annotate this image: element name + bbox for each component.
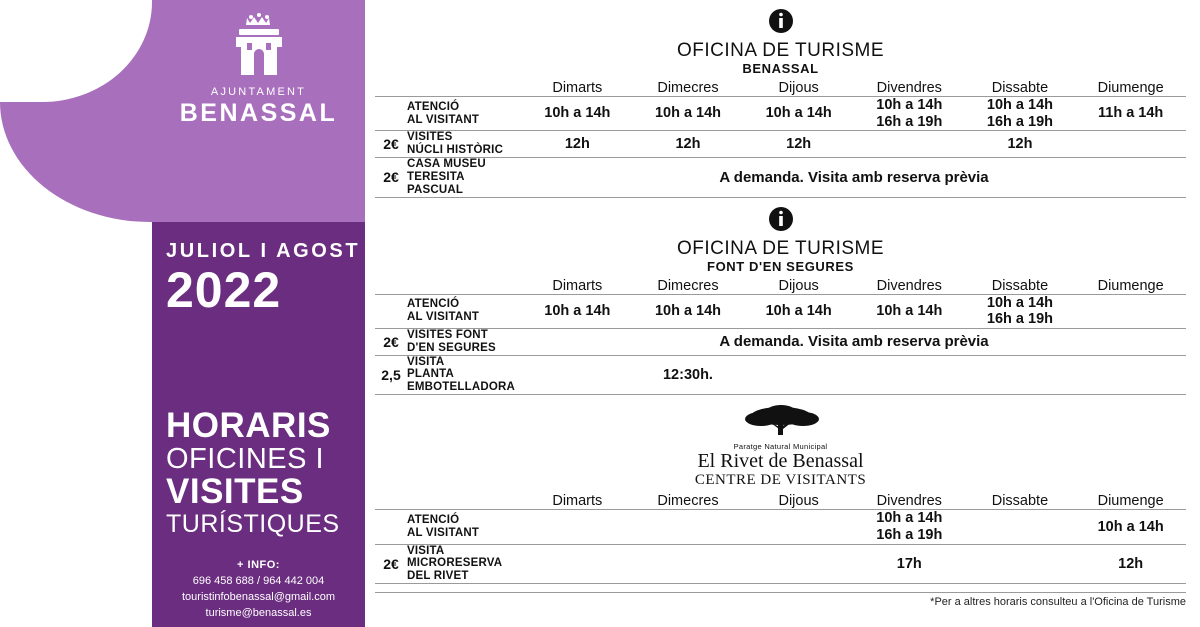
row-value-dissabte — [965, 355, 1076, 395]
municipal-crest — [152, 10, 365, 128]
row-value-dijous: 12h — [743, 131, 854, 158]
row-value-dimecres: 12h — [633, 131, 744, 158]
contact-info-label: + INFO: — [237, 559, 280, 571]
info-circle-icon — [375, 206, 1186, 237]
contact-email-2: turisme@benassal.es — [205, 606, 312, 619]
row-value-dimarts: 10h a 14h — [522, 294, 633, 328]
row-value-diumenge: 10h a 14h — [1075, 510, 1186, 544]
row-value-dimarts: 10h a 14h — [522, 96, 633, 130]
weekday-dimarts: Dimarts — [552, 79, 603, 96]
row-value-dijous — [743, 544, 854, 584]
price-header — [375, 493, 407, 510]
row-price — [375, 510, 407, 544]
weekday-diumenge: Diumenge — [1097, 493, 1164, 510]
schedule-table — [375, 80, 1186, 198]
weekday-diumenge: Diumenge — [1097, 79, 1164, 96]
row-value-dijous — [743, 355, 854, 395]
weekday-dissabte: Dissabte — [991, 79, 1049, 96]
rivet-name: El Rivet de Benassal — [697, 450, 864, 473]
lilac-blob-cutout — [0, 0, 152, 102]
row-value-diumenge — [1075, 355, 1186, 395]
table-row — [375, 544, 1186, 584]
period-block — [152, 240, 365, 318]
weekday-dimecres: Dimecres — [657, 79, 719, 96]
title-line-3: VISITES — [166, 472, 304, 512]
row-service-label: VISITA PLANTA EMBOTELLADORA — [407, 355, 522, 395]
footnote: *Per a altres horaris consulteu a l'Oficina de Turisme — [375, 592, 1186, 608]
row-price: 2€ — [375, 328, 407, 355]
price-header — [375, 278, 407, 295]
row-value-dijous: 10h a 14h — [743, 96, 854, 130]
row-service-label: ATENCIÓ AL VISITANT — [407, 510, 522, 544]
row-wide-value: A demanda. Visita amb reserva prèvia — [522, 328, 1186, 355]
contact-block — [152, 558, 365, 622]
poster-title — [152, 408, 365, 538]
title-line-1: HORARIS — [166, 406, 331, 445]
weekday-dijous: Dijous — [778, 277, 819, 294]
weekday-dijous: Dijous — [778, 79, 819, 96]
castle-crest-icon — [152, 10, 365, 82]
row-value-dimarts — [522, 544, 633, 584]
weekday-header-row — [375, 80, 1186, 97]
tree-icon — [375, 403, 1186, 442]
weekday-divendres: Divendres — [876, 277, 942, 294]
row-service-label: VISITES NÚCLI HISTÒRIC — [407, 131, 522, 158]
weekday-dimecres: Dimecres — [657, 277, 719, 294]
weekday-divendres: Divendres — [876, 493, 942, 510]
row-price — [375, 294, 407, 328]
row-value-diumenge: 11h a 14h — [1075, 96, 1186, 130]
row-value-divendres — [854, 131, 965, 158]
schedule-block — [375, 8, 1186, 198]
schedule-table — [375, 278, 1186, 396]
row-value-dimecres: 10h a 14h — [633, 96, 744, 130]
table-row — [375, 131, 1186, 158]
service-header — [407, 278, 522, 295]
service-header — [407, 493, 522, 510]
office-subtitle: BENASSAL — [742, 60, 819, 76]
row-service-label: ATENCIÓ AL VISITANT — [407, 96, 522, 130]
row-service-label: VISITES FONT D'EN SEGURES — [407, 328, 522, 355]
rivet-header — [375, 403, 1186, 489]
row-value-diumenge — [1075, 131, 1186, 158]
weekday-dimarts: Dimarts — [552, 493, 603, 510]
office-header — [375, 206, 1186, 274]
schedule-table — [375, 493, 1186, 584]
office-header — [375, 8, 1186, 76]
table-row — [375, 96, 1186, 130]
office-subtitle: FONT D'EN SEGURES — [707, 258, 854, 274]
schedule-block — [375, 206, 1186, 396]
row-value-dimarts: 12h — [522, 131, 633, 158]
info-circle-icon — [375, 8, 1186, 39]
weekday-dissabte: Dissabte — [991, 277, 1049, 294]
price-header — [375, 80, 407, 97]
table-row — [375, 294, 1186, 328]
row-value-dimarts — [522, 355, 633, 395]
period-months: JULIOL I AGOST — [166, 240, 361, 262]
row-value-diumenge: 12h — [1075, 544, 1186, 584]
left-panel — [0, 0, 365, 627]
weekday-dissabte: Dissabte — [991, 493, 1049, 510]
row-value-dijous: 10h a 14h — [743, 294, 854, 328]
weekday-dimecres: Dimecres — [657, 493, 719, 510]
row-value-divendres: 10h a 14h 16h a 19h — [854, 510, 965, 544]
schedule-block — [375, 403, 1186, 584]
row-value-diumenge — [1075, 294, 1186, 328]
row-price: 2€ — [375, 131, 407, 158]
table-row — [375, 157, 1186, 197]
table-row — [375, 355, 1186, 395]
schedule-panel — [365, 0, 1200, 627]
title-line-2: OFICINES I — [166, 442, 325, 475]
weekday-dimarts: Dimarts — [552, 277, 603, 294]
row-value-dissabte — [965, 510, 1076, 544]
office-title: OFICINA DE TURISME — [676, 40, 885, 61]
row-price — [375, 96, 407, 130]
row-value-dissabte: 12h — [965, 131, 1076, 158]
row-value-dimecres: 10h a 14h — [633, 294, 744, 328]
row-value-dissabte: 10h a 14h 16h a 19h — [965, 294, 1076, 328]
office-title: OFICINA DE TURISME — [676, 237, 885, 259]
row-value-dimecres — [633, 510, 744, 544]
weekday-divendres: Divendres — [876, 79, 942, 96]
row-service-label: ATENCIÓ AL VISITANT — [407, 294, 522, 328]
contact-email-1: touristinfobenassal@gmail.com — [181, 590, 335, 603]
row-value-divendres: 10h a 14h 16h a 19h — [854, 96, 965, 130]
period-year: 2022 — [166, 262, 282, 318]
row-wide-value: A demanda. Visita amb reserva prèvia — [522, 157, 1186, 197]
row-price: 2€ — [375, 544, 407, 584]
contact-phones: 696 458 688 / 964 442 004 — [192, 574, 325, 587]
row-value-dissabte: 10h a 14h 16h a 19h — [965, 96, 1076, 130]
row-value-dimarts — [522, 510, 633, 544]
rivet-subtitle: CENTRE DE VISITANTS — [694, 472, 867, 489]
row-value-divendres: 17h — [854, 544, 965, 584]
municipality-name: BENASSAL — [179, 99, 338, 127]
row-service-label: CASA MUSEU TERESITA PASCUAL — [407, 157, 522, 197]
row-value-dimecres: 12:30h. — [633, 355, 744, 395]
service-header — [407, 80, 522, 97]
row-value-dijous — [743, 510, 854, 544]
weekday-dijous: Dijous — [778, 493, 819, 510]
weekday-header-row — [375, 493, 1186, 510]
row-price: 2€ — [375, 157, 407, 197]
title-line-4: TURÍSTIQUES — [166, 509, 340, 538]
rivet-kicker: Paratge Natural Municipal — [733, 442, 828, 452]
table-row — [375, 510, 1186, 544]
row-price: 2,5 — [375, 355, 407, 395]
row-value-dissabte — [965, 544, 1076, 584]
weekday-diumenge: Diumenge — [1097, 277, 1164, 294]
row-value-divendres — [854, 355, 965, 395]
row-value-divendres: 10h a 14h — [854, 294, 965, 328]
table-row — [375, 328, 1186, 355]
weekday-header-row — [375, 278, 1186, 295]
municipality-label: AJUNTAMENT — [210, 86, 307, 98]
schedule-blocks — [375, 8, 1186, 584]
row-service-label: VISITA MICRORESERVA DEL RIVET — [407, 544, 522, 584]
row-value-dimecres — [633, 544, 744, 584]
